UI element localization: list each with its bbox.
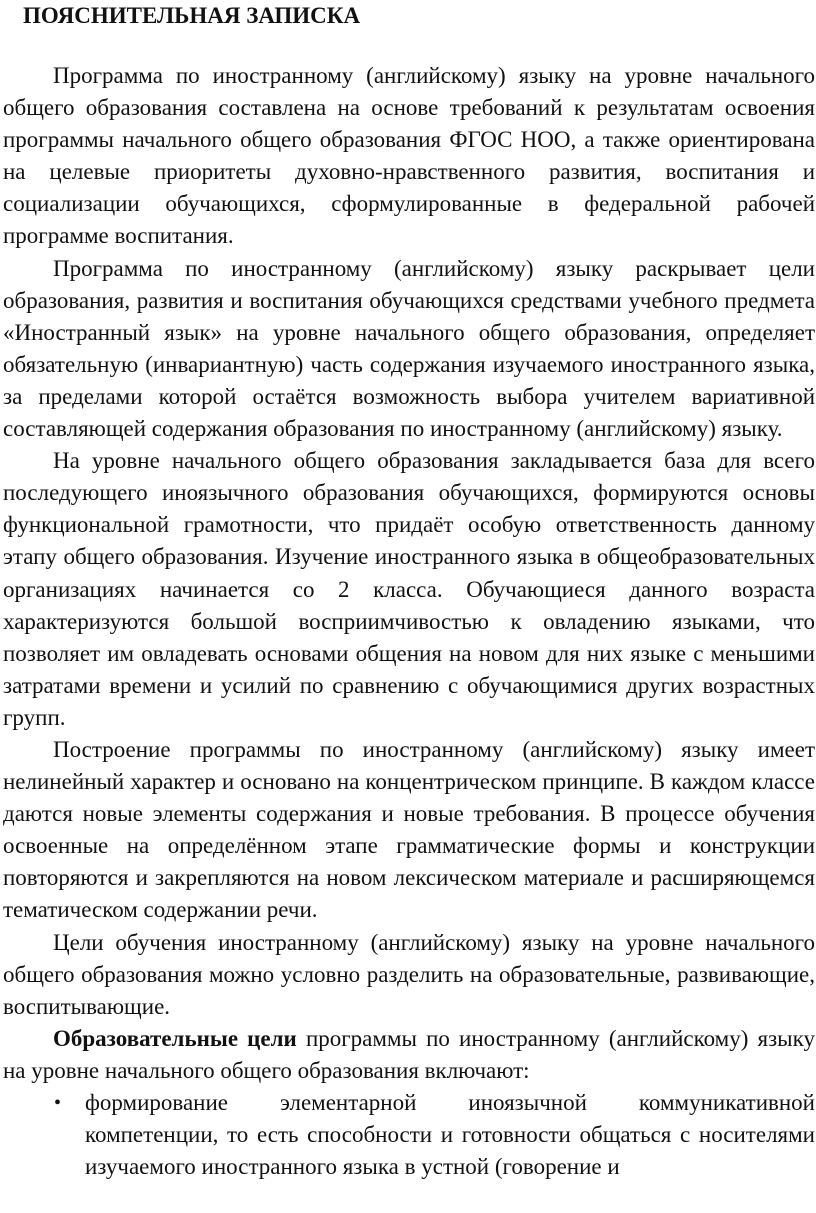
paragraph-2: Программа по иностранному (английскому) языку раскрывает цели образования, развития и воспитания обучающихся средствами учебного предмета «Иностранный язык» на уровне начального общего образования, определяет обязательную (инвариантную) часть содержания изучаемого иностранного языка, за пределами которой остаётся возможность выбора учителем вариативной составляющей содержания образования по иностранному (английскому) языку. — [3, 255, 815, 442]
list-item-text: формирование элементарной иноязычной коммуникативной компетенции, то есть способности и готовности общаться с носителями изучаемого иностранного языка в устной (говорение и — [85, 1090, 815, 1180]
list-item — [54, 1087, 815, 1183]
heading-spacer — [3, 34, 815, 60]
paragraph-1: Программа по иностранному (английскому) языку на уровне начального общего образования составлена на основе требований к результатам освоения программы начального общего образования ФГОС НОО, а также ориентирована на целевые приоритеты духовно-нравственного развития, воспитания и социализации обучающихся, сформулированные в федеральной рабочей программе воспитания. — [3, 63, 815, 249]
paragraph-5: Цели обучения иностранному (английскому) языку на уровне начального общего образования можно условно разделить на образовательные, развивающие, воспитывающие. — [3, 929, 815, 1019]
bullet-icon: • — [54, 1092, 62, 1114]
goals-list — [3, 1087, 815, 1183]
educational-goals-paragraph — [3, 1023, 815, 1087]
paragraph-3: На уровне начального общего образования закладывается база для всего последующего иноязычного образования обучающихся, формируются основы функциональной грамотности, что придаёт особую ответственность данному этапу общего образования. Изучение иностранного языка в общеобразовательных организациях начинается со 2 класса. Обучающиеся данного возраста характеризуются большой восприимчивостью к овладению языками, что позволяет им овладевать основами общения на новом для них языке с меньшими затратами времени и усилий по сравнению с обучающимися других возрастных групп. — [3, 448, 815, 730]
educational-goals-lead: Образовательные цели — [53, 1025, 297, 1051]
paragraph-4: Построение программы по иностранному (английскому) языку имеет нелинейный характер и основано на концентрическом принципе. В каждом классе даются новые элементы содержания и новые требования. В процессе обучения освоенные на определённом этапе грамматические формы и конструкции повторяются и закрепляются на новом лексическом материале и расширяющемся тематическом содержании речи. — [3, 736, 815, 923]
document-heading: ПОЯСНИТЕЛЬНАЯ ЗАПИСКА — [23, 3, 361, 28]
educational-goals-text: программы по иностранному (английскому) языку на уровне начального общего образования включают: — [3, 1025, 815, 1083]
